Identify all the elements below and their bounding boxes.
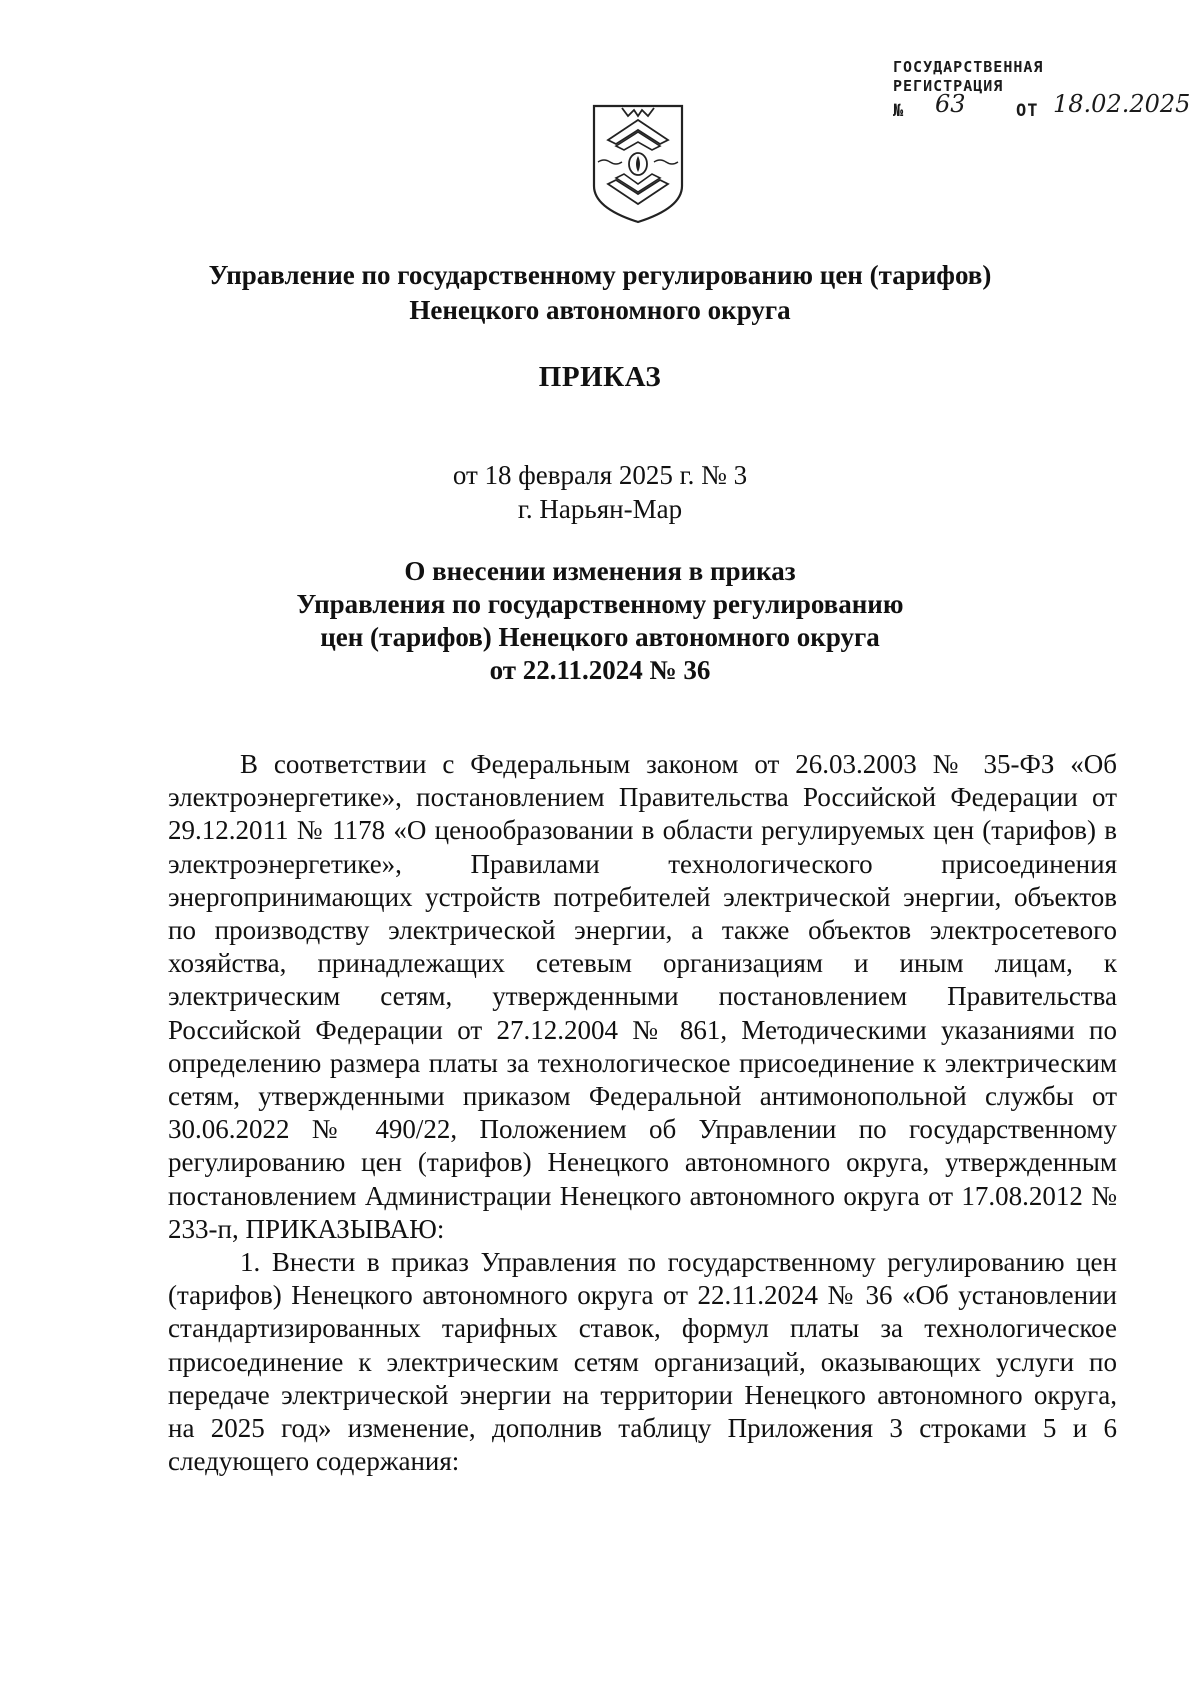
subject-line-2: Управления по государственному регулированию [296, 589, 904, 619]
subject-line-4: от 22.11.2024 № 36 [489, 655, 711, 685]
registration-stamp [893, 58, 1193, 124]
subject-line-3: цен (тарифов) Ненецкого автономного округа [320, 622, 880, 652]
document-type: ПРИКАЗ [538, 361, 662, 393]
subject-line-1: О внесении изменения в приказ [404, 556, 796, 586]
document-body [168, 748, 1117, 1478]
document-city: г. Нарьян-Мар [517, 494, 683, 524]
org-line-2: Ненецкого автономного округа [409, 295, 791, 325]
date-and-place [0, 458, 1200, 526]
stamp-date-label: ОТ [1016, 101, 1039, 121]
org-line-1: Управление по государственному регулированию цен (тарифов) [208, 260, 992, 290]
stamp-number-row [893, 90, 1193, 124]
stamp-title: ГОСУДАРСТВЕННАЯ [893, 58, 1044, 76]
item-1-paragraph: 1. Внести в приказ Управления по государственному регулированию цен (тарифов) Ненецкого автономного округа от 22.11.2024 № 36 «Об установлении стандартизированных тарифных ставок, формул платы за технологическое присоединение к электрическим сетям организаций, оказывающих услуги по передаче электрической энергии на территории Ненецкого автономного округа, на 2025 год» изменение, дополнив таблицу Приложения 3 строками 5 и 6 следующего содержания: [168, 1247, 1117, 1477]
document-subject [0, 555, 1200, 687]
stamp-subtitle: РЕГИСТРАЦИЯ [893, 77, 1004, 95]
stamp-number-handwritten: 63 [935, 90, 966, 118]
preamble-paragraph: В соответствии с Федеральным законом от 26.03.2003 № 35-ФЗ «Об электроэнергетике», постановлением Правительства Российской Федерации от 29.12.2011 № 1178 «О ценообразовании в области регулируемых цен (тарифов) в электроэнергетике», Правилами технологического присоединения энергопринимающих устройств потребителей электрической энергии, объектов по производству электрической энергии, а также объектов электросетевого хозяйства, принадлежащих сетевым организациям и иным лицам, к электрическим сетям, утвержденными постановлением Правительства Российской Федерации от 27.12.2004 № 861, Методическими указаниями по определению размера платы за технологическое присоединение к электрическим сетям, утвержденными приказом Федеральной антимонопольной службы от 30.06.2022 № 490/22, Положением об Управлении по государственному регулированию цен (тарифов) Ненецкого автономного округа, утвержденным постановлением Администрации Ненецкого автономного округа от 17.08.2012 № 233-п, ПРИКАЗЫВАЮ: [168, 749, 1117, 1244]
issuing-organization [0, 258, 1200, 328]
coat-of-arms-icon [590, 102, 686, 226]
stamp-number-label: № [893, 101, 905, 121]
document-date-number: от 18 февраля 2025 г. № 3 [452, 460, 748, 490]
stamp-date-handwritten: 18.02.2025 [1053, 90, 1191, 118]
